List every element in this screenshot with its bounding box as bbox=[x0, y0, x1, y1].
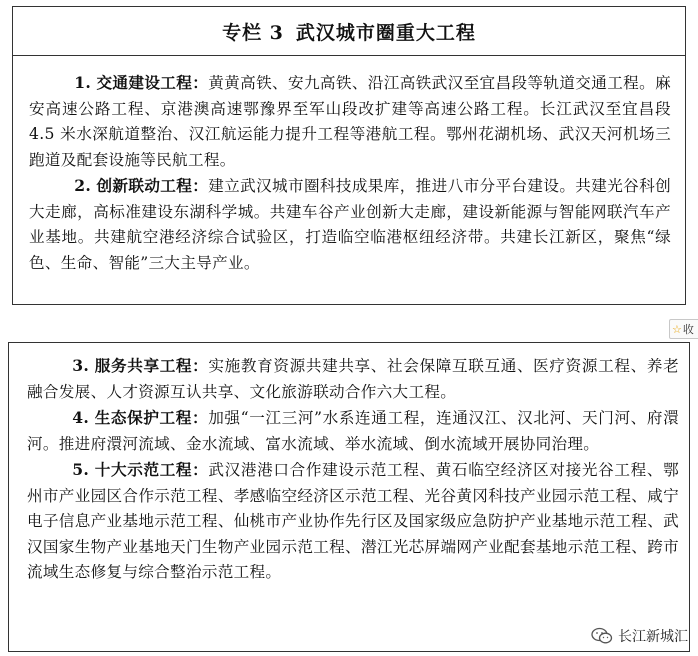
item-text: 实施教育资源共建共享、社会保障互联互通、医疗资源工程、养老融合发展、人才资源互认共享、文化旅游联动合作六大工程。 bbox=[27, 357, 679, 401]
item-heading: 交通建设工程： bbox=[96, 73, 209, 92]
item-text: 武汉港港口合作建设示范工程、黄石临空经济区对接光谷工程、鄂州市产业园区合作示范工程、孝感临空经济区示范工程、光谷黄冈科技产业园示范工程、咸宁电子信息产业基地示范工程、仙桃市产业协作先行区及国家级应急防护产业基地示范工程、武汉国家生物产业基地天门生物产业园示范工程、潜江光芯屏端网产业配套基地示范工程、跨市流域生态修复与综合整治示范工程。 bbox=[27, 461, 679, 581]
column-number: 专栏 3 bbox=[222, 21, 284, 44]
watermark bbox=[591, 626, 688, 646]
panel-2-body bbox=[9, 343, 689, 586]
favorite-label: 收 bbox=[682, 323, 694, 336]
favorite-button[interactable] bbox=[669, 319, 698, 339]
column-title bbox=[13, 7, 685, 56]
project-item-5: 5. 十大示范工程：武汉港港口合作建设示范工程、黄石临空经济区对接光谷工程、鄂州市产业园区合作示范工程、孝感临空经济区示范工程、光谷黄冈科技产业园示范工程、咸宁电子信息产业基地示范工程、仙桃市产业协作先行区及国家级应急防护产业基地示范工程、武汉国家生物产业基地天门生物产业园示范工程、潜江光芯屏端网产业配套基地示范工程、跨市流域生态修复与综合整治示范工程。 bbox=[27, 460, 679, 581]
item-heading: 十大示范工程： bbox=[94, 460, 209, 479]
project-item-1: 1. 交通建设工程：黄黄高铁、安九高铁、沿江高铁武汉至宜昌段等轨道交通工程。麻安高速公路工程、京港澳高速鄂豫界至军山段改扩建等高速公路工程。长江武汉至宜昌段 4.5 米水深航道整治、汉江航运能力提升工程等港航工程。鄂州花湖机场、武汉天河机场三跑道及配套设施等民航工程。 bbox=[29, 73, 671, 169]
item-heading: 生态保护工程： bbox=[94, 408, 209, 427]
item-text: 加强“一江三河”水系连通工程，连通汉江、汉北河、天门河、府澴河。推进府澴河流域、金水流域、富水流域、举水流域、倒水流域开展协同治理。 bbox=[27, 409, 679, 453]
wechat-icon bbox=[591, 627, 613, 645]
item-heading: 服务共享工程： bbox=[94, 356, 209, 375]
item-text: 黄黄高铁、安九高铁、沿江高铁武汉至宜昌段等轨道交通工程。麻安高速公路工程、京港澳高速鄂豫界至军山段改扩建等高速公路工程。长江武汉至宜昌段 4.5 米水深航道整治、汉江航运能力提升工程等港航工程。鄂州花湖机场、武汉天河机场三跑道及配套设施等民航工程。 bbox=[29, 74, 671, 169]
star-icon: ☆ bbox=[672, 322, 682, 336]
column-panel-1 bbox=[12, 6, 686, 305]
watermark-text: 长江新城汇 bbox=[618, 629, 688, 645]
panel-1-body bbox=[13, 56, 685, 276]
column-heading: 武汉城市圈重大工程 bbox=[295, 21, 476, 44]
item-text: 建立武汉城市圈科技成果库，推进八市分平台建设。共建光谷科创大走廊，高标准建设东湖科学城。共建车谷产业创新大走廊，建设新能源与智能网联汽车产业基地。共建航空港经济综合试验区，打造临空临港枢纽经济带。共建长江新区，聚焦“绿色、生命、智能”三大主导产业。 bbox=[29, 177, 671, 272]
column-panel-2 bbox=[8, 342, 690, 652]
project-item-3: 3. 服务共享工程：实施教育资源共建共享、社会保障互联互通、医疗资源工程、养老融合发展、人才资源互认共享、文化旅游联动合作六大工程。 bbox=[27, 356, 679, 401]
item-heading: 创新联动工程： bbox=[96, 176, 209, 195]
project-item-2: 2. 创新联动工程：建立武汉城市圈科技成果库，推进八市分平台建设。共建光谷科创大走廊，高标准建设东湖科学城。共建车谷产业创新大走廊，建设新能源与智能网联汽车产业基地。共建航空港经济综合试验区，打造临空临港枢纽经济带。共建长江新区，聚焦“绿色、生命、智能”三大主导产业。 bbox=[29, 176, 671, 272]
project-item-4: 4. 生态保护工程：加强“一江三河”水系连通工程，连通汉江、汉北河、天门河、府澴河。推进府澴河流域、金水流域、富水流域、举水流域、倒水流域开展协同治理。 bbox=[27, 408, 679, 453]
